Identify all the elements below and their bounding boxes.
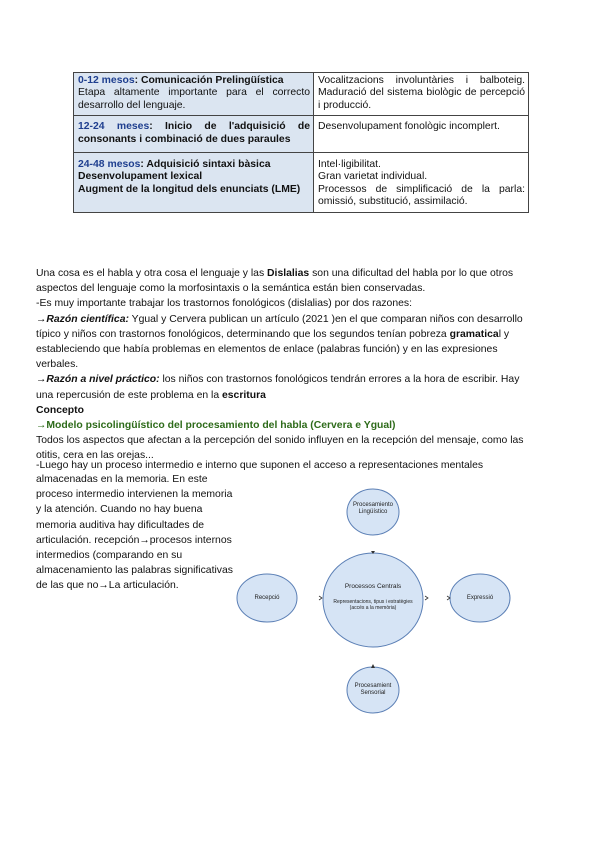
stage-detail-cell: Desenvolupament fonològic incomplert. bbox=[314, 116, 529, 153]
stage-line: Augment de la longitud dels enunciats (LME) bbox=[78, 183, 301, 195]
text-run: l y estableciendo que había problemas en elementos de enlace (palabras función) y en las expresiones verbales. bbox=[36, 328, 510, 371]
stage-description: Etapa altamente importante para el correcto desarrollo del lenguaje. bbox=[78, 87, 310, 111]
text-run-bold-italic: Razón científica: bbox=[46, 313, 129, 325]
text-run: Una cosa es el habla y otra cosa el lenguaje y las bbox=[36, 268, 268, 279]
arrow-right-icon bbox=[425, 596, 428, 600]
stage-age: 24-48 mesos bbox=[78, 159, 141, 171]
arrow-glyph: → bbox=[36, 313, 47, 325]
development-stages-table bbox=[73, 72, 529, 213]
detail-line: Processos de simplificació de la parla: omissió, substitució, assimilació. bbox=[318, 183, 525, 208]
text-run-bold-italic: Razón a nivel práctico: bbox=[46, 374, 160, 386]
paragraph bbox=[36, 312, 526, 373]
model-heading: →Modelo psicolingüístico del procesamiento del habla (Cervera e Ygual) bbox=[36, 420, 396, 432]
stage-detail-cell: Vocalitzacions involuntàries i balboteig. Maduració del sistema biològic de percepció i producció. bbox=[314, 73, 529, 116]
stage-cell bbox=[74, 153, 314, 213]
speech-processing-diagram bbox=[230, 486, 540, 716]
paragraph: almacenadas en la memoria. En este proceso intermedio intervienen la memoria y la atención. Cuando no hay buena memoria auditiva hay dificultades de articulación. recepción→procesos internos intermedios (comparando en su almacenamiento las palabras significativas de las que no→La articulación. bbox=[36, 474, 233, 592]
bottom-node-label: Procesamient Sensorial bbox=[354, 683, 392, 696]
table-row bbox=[74, 116, 529, 153]
wrapped-paragraph bbox=[36, 472, 236, 594]
table-row bbox=[74, 73, 529, 116]
paragraph-line: -Luego hay un proceso intermedio e interno que suponen el acceso a representaciones mentales bbox=[36, 460, 484, 471]
paragraph: -Es muy importante trabajar los trastornos fonológicos (dislalias) por dos razones: bbox=[36, 298, 412, 310]
stage-cell bbox=[74, 116, 314, 153]
left-node-label: Recepció bbox=[254, 595, 280, 601]
stage-line: Desenvolupament lexical bbox=[78, 171, 203, 183]
stage-title: : Comunicación Prelingüística bbox=[134, 75, 284, 86]
center-node-title: Processos Centrals bbox=[344, 583, 402, 590]
section-heading: Concepto bbox=[36, 404, 84, 416]
body-text bbox=[36, 266, 526, 464]
stage-cell bbox=[74, 73, 314, 116]
text-run-bold: escritura bbox=[222, 389, 266, 401]
stage-age: 0-12 mesos bbox=[78, 75, 135, 86]
center-node-subtitle: Representacions, tipus i estratègies (accés a la memòria) bbox=[333, 599, 413, 611]
arrow-glyph: → bbox=[36, 374, 47, 386]
arrow-up-icon bbox=[371, 664, 375, 668]
detail-line: Intel·ligibilitat. bbox=[318, 159, 381, 171]
text-run-bold: Dislalias bbox=[267, 268, 310, 279]
stage-detail-cell bbox=[314, 153, 529, 213]
text-run: los niños con trastornos fonológicos tendrán errores a la hora de escribir. Hay una repercusión de este problema en la bbox=[36, 374, 520, 401]
stage-age: 12-24 meses bbox=[78, 121, 150, 133]
text-run-bold: gramatica bbox=[449, 328, 499, 340]
paragraph bbox=[36, 266, 526, 296]
paragraph: Todos los aspectos que afectan a la percepción del sonido influyen en la recepción del mensaje, como las otitis, cera en las orejas... bbox=[36, 435, 524, 462]
top-node-label: Procesamiento Lingüístico bbox=[352, 502, 394, 515]
right-node-label: Expressió bbox=[466, 595, 494, 601]
paragraph bbox=[36, 372, 526, 402]
text-run: son una dificultad del habla por lo que otros aspectos del lenguaje como la morfosintaxis o la semántica están bien conservadas. bbox=[36, 268, 514, 295]
detail-line: Gran varietat individual. bbox=[318, 171, 428, 183]
table-row bbox=[74, 153, 529, 213]
stage-title: : Inicio de l'adquisició de consonants i combinació de dues paraules bbox=[78, 121, 310, 145]
stage-title: : Adquisició sintaxi bàsica bbox=[140, 159, 271, 171]
arrow-right-icon bbox=[319, 596, 322, 600]
text-run: Ygual y Cervera publican un artículo (2021 )en el que comparan niños con desarrollo típico y niños con trastornos fonológicos, determinando que los segundos tenían pobreza bbox=[36, 313, 523, 340]
